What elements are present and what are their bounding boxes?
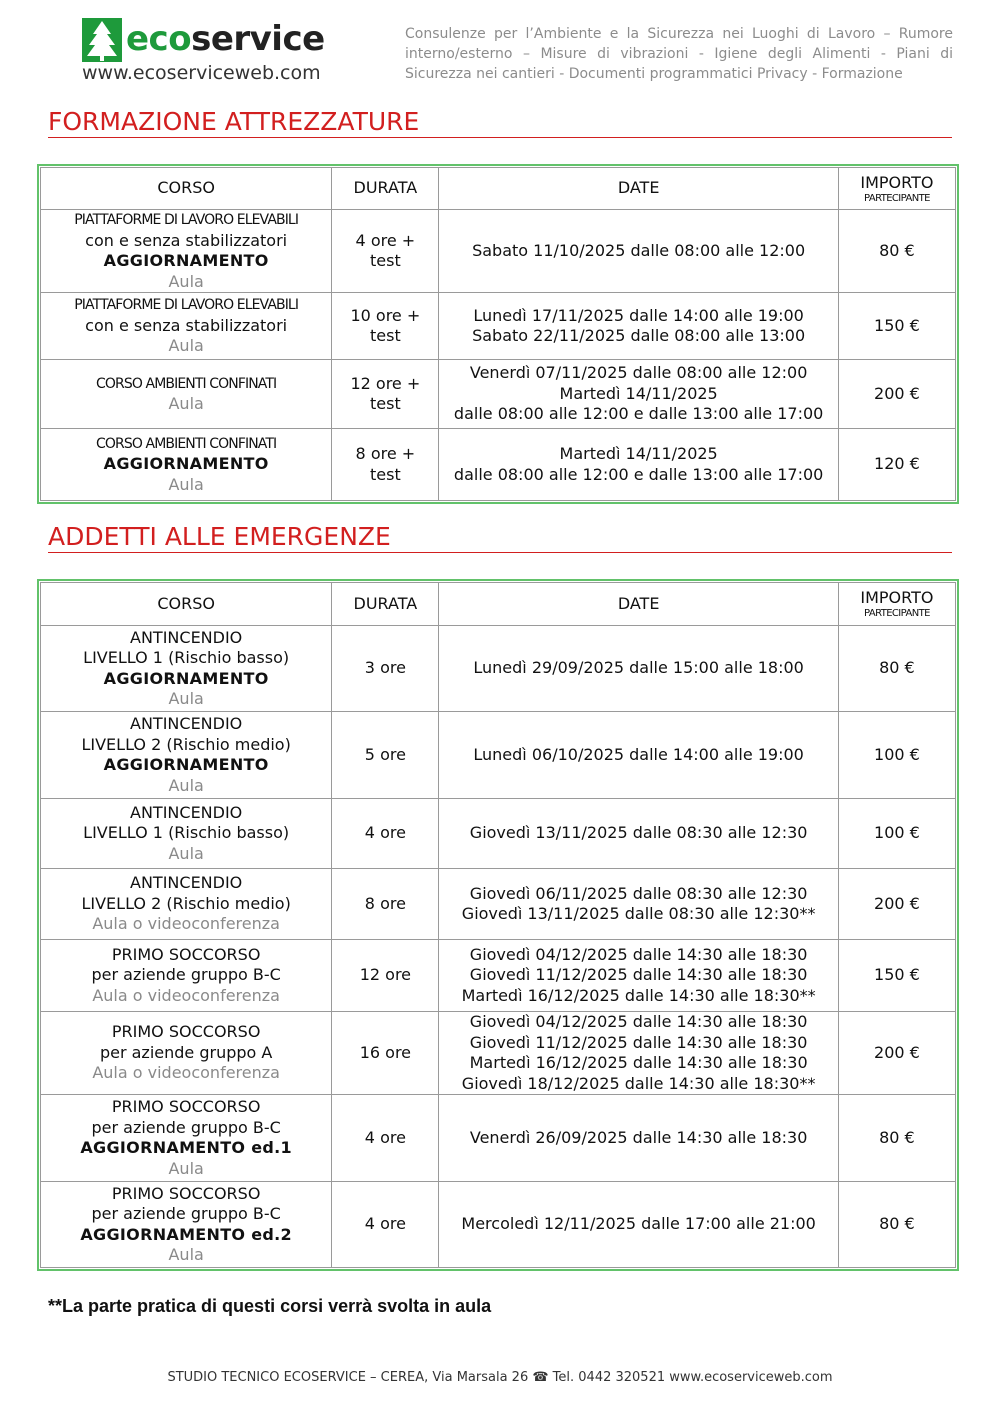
- date-line: Giovedì 18/12/2025 dalle 14:30 alle 18:30**: [461, 1073, 816, 1093]
- date-line: Giovedì 11/12/2025 dalle 14:30 alle 18:30: [469, 1032, 808, 1052]
- table-row: [41, 869, 956, 940]
- corso-line: Aula: [168, 474, 204, 494]
- durata-line: 4 ore: [364, 823, 406, 843]
- durata-line: 10 ore +: [350, 305, 421, 325]
- cell-date: [439, 869, 838, 940]
- corso-line: ANTINCENDIO: [130, 714, 243, 733]
- corso-line: Aula o videoconferenza: [92, 985, 280, 1005]
- corso-line: PIATTAFORME DI LAVORO ELEVABILI: [74, 212, 299, 228]
- cell-durata: [332, 799, 439, 869]
- corso-line: LIVELLO 1 (Rischio basso): [83, 648, 290, 667]
- date-line: dalle 08:00 alle 12:00 e dalle 13:00 alle 17:00: [453, 404, 824, 424]
- table-formazione-attrezzature: [37, 164, 959, 504]
- cell-durata: [332, 869, 439, 940]
- cell-date: [439, 1095, 838, 1182]
- date-line: Giovedì 11/12/2025 dalle 14:30 alle 18:30: [469, 965, 808, 985]
- corso-line: LIVELLO 1 (Rischio basso): [83, 823, 290, 843]
- cell-corso: [41, 1182, 332, 1268]
- tree-icon: [82, 18, 122, 62]
- corso-line: PRIMO SOCCORSO: [111, 1097, 261, 1116]
- corso-line: PRIMO SOCCORSO: [111, 944, 261, 964]
- date-line: Martedì 16/12/2025 dalle 14:30 alle 18:30: [469, 1053, 808, 1072]
- table-header-row: [41, 583, 956, 626]
- cell-durata: [332, 712, 439, 799]
- cell-corso: [41, 799, 332, 869]
- corso-line: LIVELLO 2 (Rischio medio): [81, 734, 291, 754]
- date-line: dalle 08:00 alle 12:00 e dalle 13:00 alle 17:00: [453, 464, 824, 484]
- cell-date: [439, 626, 838, 712]
- cell-corso: [41, 210, 332, 293]
- date-line: Giovedì 13/11/2025 dalle 08:30 alle 12:30**: [461, 904, 816, 923]
- corso-line: Aula: [168, 775, 204, 795]
- date-line: Mercoledì 12/11/2025 dalle 17:00 alle 21:00: [461, 1214, 816, 1234]
- durata-line: 16 ore: [359, 1042, 412, 1062]
- cell-importo: 200 €: [838, 1012, 955, 1095]
- cell-date: [439, 429, 838, 501]
- date-line: Lunedì 17/11/2025 dalle 14:00 alle 19:00: [473, 305, 804, 325]
- cell-durata: [332, 429, 439, 501]
- table-row: [41, 1182, 956, 1268]
- corso-line: AGGIORNAMENTO: [103, 755, 269, 774]
- cell-importo: 100 €: [838, 799, 955, 869]
- table-row: [41, 1095, 956, 1182]
- cell-corso: [41, 869, 332, 940]
- header-date: DATE: [439, 583, 838, 626]
- corso-line: ANTINCENDIO: [130, 873, 243, 893]
- cell-corso: [41, 626, 332, 712]
- cell-durata: [332, 940, 439, 1012]
- cell-corso: [41, 1012, 332, 1095]
- cell-corso: [41, 940, 332, 1012]
- cell-corso: [41, 360, 332, 429]
- cell-date: [439, 1182, 838, 1268]
- cell-importo: 150 €: [838, 940, 955, 1012]
- durata-line: test: [370, 464, 401, 484]
- cell-importo: 80 €: [838, 1182, 955, 1268]
- corso-line: PRIMO SOCCORSO: [111, 1183, 261, 1203]
- cell-date: [439, 712, 838, 799]
- cell-importo: 120 €: [838, 429, 955, 501]
- header-description: Consulenze per l’Ambiente e la Sicurezza nei Luoghi di Lavoro – Rumore interno/esterno – Misure di vibrazioni - Igiene degli Alimenti - Piani di Sicurezza nei cantieri - Documenti programmatici Privacy - Formazione: [405, 26, 953, 82]
- cell-durata: [332, 1095, 439, 1182]
- corso-line: Aula: [168, 336, 204, 356]
- header-corso: CORSO: [41, 583, 332, 626]
- table-row: [41, 1012, 956, 1095]
- date-line: Giovedì 04/12/2025 dalle 14:30 alle 18:30: [469, 944, 808, 964]
- header-importo: IMPORTO PARTECIPANTE: [838, 583, 955, 626]
- table-addetti-emergenze: [37, 579, 959, 1271]
- cell-durata: [332, 1012, 439, 1095]
- date-line: Giovedì 13/11/2025 dalle 08:30 alle 12:30: [469, 823, 808, 843]
- corso-line: Aula: [168, 1245, 204, 1264]
- cell-durata: [332, 360, 439, 429]
- cell-corso: [41, 429, 332, 501]
- cell-importo: 150 €: [838, 293, 955, 360]
- cell-date: [439, 940, 838, 1012]
- cell-importo: 80 €: [838, 1095, 955, 1182]
- corso-line: con e senza stabilizzatori: [85, 230, 288, 250]
- date-line: Sabato 11/10/2025 dalle 08:00 alle 12:00: [472, 240, 806, 260]
- corso-line: PIATTAFORME DI LAVORO ELEVABILI: [74, 297, 299, 314]
- table-row: [41, 626, 956, 712]
- corso-line: ANTINCENDIO: [130, 627, 243, 647]
- durata-line: 4 ore: [364, 1214, 406, 1234]
- header-corso: CORSO: [41, 168, 332, 210]
- corso-line: Aula: [168, 689, 204, 708]
- cell-date: [439, 799, 838, 869]
- table-row: [41, 940, 956, 1012]
- corso-line: con e senza stabilizzatori: [85, 315, 288, 335]
- cell-importo: 200 €: [838, 360, 955, 429]
- cell-date: [439, 210, 838, 293]
- date-line: Martedì 16/12/2025 dalle 14:30 alle 18:30**: [461, 985, 816, 1005]
- corso-line: CORSO AMBIENTI CONFINATI: [96, 435, 277, 452]
- durata-line: 8 ore +: [355, 444, 416, 463]
- corso-line: PRIMO SOCCORSO: [111, 1022, 261, 1042]
- durata-line: test: [370, 394, 401, 413]
- table-row: [41, 429, 956, 501]
- corso-line: AGGIORNAMENTO ed.1: [80, 1138, 292, 1157]
- corso-line: AGGIORNAMENTO: [103, 668, 269, 688]
- corso-line: AGGIORNAMENTO: [103, 454, 269, 474]
- corso-line: Aula o videoconferenza: [92, 914, 280, 934]
- corso-line: Aula: [168, 843, 204, 863]
- header-importo: IMPORTO PARTECIPANTE: [838, 168, 955, 210]
- corso-line: LIVELLO 2 (Rischio medio): [81, 893, 291, 913]
- corso-line: Aula: [168, 271, 204, 291]
- cell-importo: 200 €: [838, 869, 955, 940]
- cell-importo: 100 €: [838, 712, 955, 799]
- table-row: [41, 210, 956, 293]
- date-line: Giovedì 04/12/2025 dalle 14:30 alle 18:30: [469, 1012, 808, 1031]
- date-line: Lunedì 29/09/2025 dalle 15:00 alle 18:00: [473, 658, 804, 678]
- cell-durata: [332, 626, 439, 712]
- corso-line: AGGIORNAMENTO: [103, 251, 269, 270]
- logo-wordmark: ecoservice: [126, 19, 325, 59]
- cell-importo: 80 €: [838, 210, 955, 293]
- corso-line: per aziende gruppo B-C: [91, 1204, 281, 1223]
- header-durata: DURATA: [332, 583, 439, 626]
- durata-line: 12 ore +: [350, 373, 421, 393]
- cell-date: [439, 1012, 838, 1095]
- durata-line: 5 ore: [364, 744, 406, 764]
- durata-line: test: [370, 326, 401, 345]
- durata-line: 3 ore: [364, 658, 406, 678]
- cell-corso: [41, 1095, 332, 1182]
- corso-line: ANTINCENDIO: [130, 802, 243, 822]
- table-header-row: [41, 168, 956, 210]
- page-footer: STUDIO TECNICO ECOSERVICE – CEREA, Via Marsala 26 ☎ Tel. 0442 320521 www.ecoserviceweb.com: [167, 1370, 833, 1385]
- date-line: Lunedì 06/10/2025 dalle 14:00 alle 19:00: [473, 744, 804, 764]
- table-row: [41, 360, 956, 429]
- date-line: Martedì 14/11/2025: [559, 444, 718, 463]
- section-title-emergenze: ADDETTI ALLE EMERGENZE: [48, 522, 952, 553]
- corso-line: per aziende gruppo A: [99, 1042, 273, 1062]
- header-date: DATE: [439, 168, 838, 210]
- footnote: **La parte pratica di questi corsi verrà svolta in aula: [48, 1296, 492, 1316]
- corso-line: CORSO AMBIENTI CONFINATI: [96, 375, 277, 392]
- table-row: [41, 712, 956, 799]
- table-row: [41, 293, 956, 360]
- corso-line: Aula o videoconferenza: [92, 1063, 280, 1083]
- corso-line: AGGIORNAMENTO ed.2: [80, 1224, 292, 1244]
- date-line: Giovedì 06/11/2025 dalle 08:30 alle 12:30: [469, 883, 808, 903]
- cell-durata: [332, 1182, 439, 1268]
- cell-date: [439, 293, 838, 360]
- table-row: [41, 799, 956, 869]
- header-durata: DURATA: [332, 168, 439, 210]
- durata-line: 12 ore: [359, 965, 412, 985]
- cell-date: [439, 360, 838, 429]
- corso-line: per aziende gruppo B-C: [91, 965, 281, 985]
- durata-line: test: [370, 251, 401, 270]
- company-logo: [82, 16, 342, 88]
- cell-durata: [332, 293, 439, 360]
- corso-line: Aula: [168, 1158, 204, 1178]
- cell-corso: [41, 293, 332, 360]
- logo-url: www.ecoserviceweb.com: [82, 62, 321, 84]
- cell-importo: 80 €: [838, 626, 955, 712]
- durata-line: 4 ore +: [355, 230, 416, 250]
- date-line: Venerdì 26/09/2025 dalle 14:30 alle 18:30: [469, 1127, 808, 1147]
- section-title-formazione: FORMAZIONE ATTREZZATURE: [48, 107, 952, 138]
- date-line: Venerdì 07/11/2025 dalle 08:00 alle 12:00: [469, 363, 808, 383]
- corso-line: Aula: [168, 394, 204, 413]
- date-line: Sabato 22/11/2025 dalle 08:00 alle 13:00: [472, 326, 806, 345]
- durata-line: 8 ore: [364, 893, 406, 913]
- cell-corso: [41, 712, 332, 799]
- durata-line: 4 ore: [364, 1127, 406, 1147]
- date-line: Martedì 14/11/2025: [559, 383, 718, 403]
- corso-line: per aziende gruppo B-C: [91, 1117, 281, 1137]
- cell-durata: [332, 210, 439, 293]
